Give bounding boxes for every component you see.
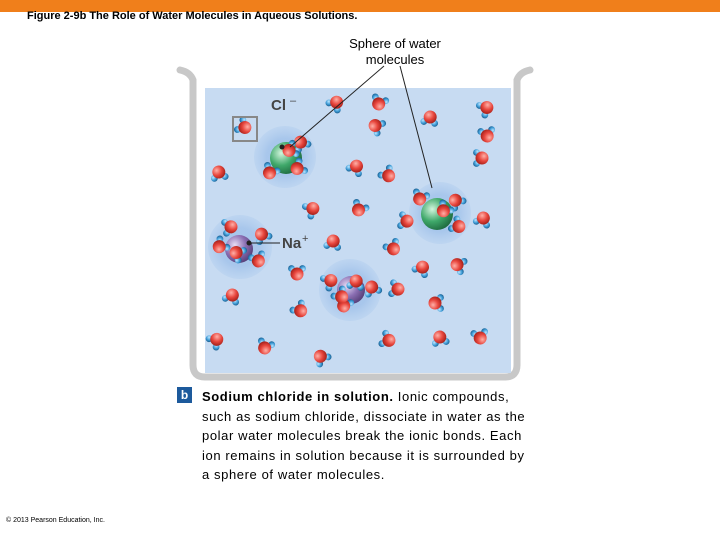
caption-body: Ionic compounds, such as sodium chloride, dissociate in water as the polar water molecules break the ionic bonds. Each ion remains in solution because it is surrounded by a sphere of water molecules. (202, 389, 526, 482)
sodium-label: Na (282, 235, 302, 252)
leader-dot (280, 145, 285, 150)
chloride-label: Cl (271, 97, 286, 114)
chloride-charge: – (290, 95, 297, 107)
oxygen-atom (476, 152, 489, 165)
copyright-notice: © 2013 Pearson Education, Inc. (6, 517, 105, 524)
leader-dot (247, 241, 252, 246)
oxygen-atom (291, 268, 304, 281)
sodium-charge: + (302, 233, 309, 245)
panel-badge: b (177, 387, 192, 403)
caption-lead: Sodium chloride in solution. (202, 389, 394, 404)
sphere-of-water-label: Sphere of water molecules (349, 36, 441, 67)
oxygen-atom (429, 297, 442, 310)
figure-title: Figure 2-9b The Role of Water Molecules in Aqueous Solutions. (27, 10, 358, 22)
caption (202, 387, 532, 485)
